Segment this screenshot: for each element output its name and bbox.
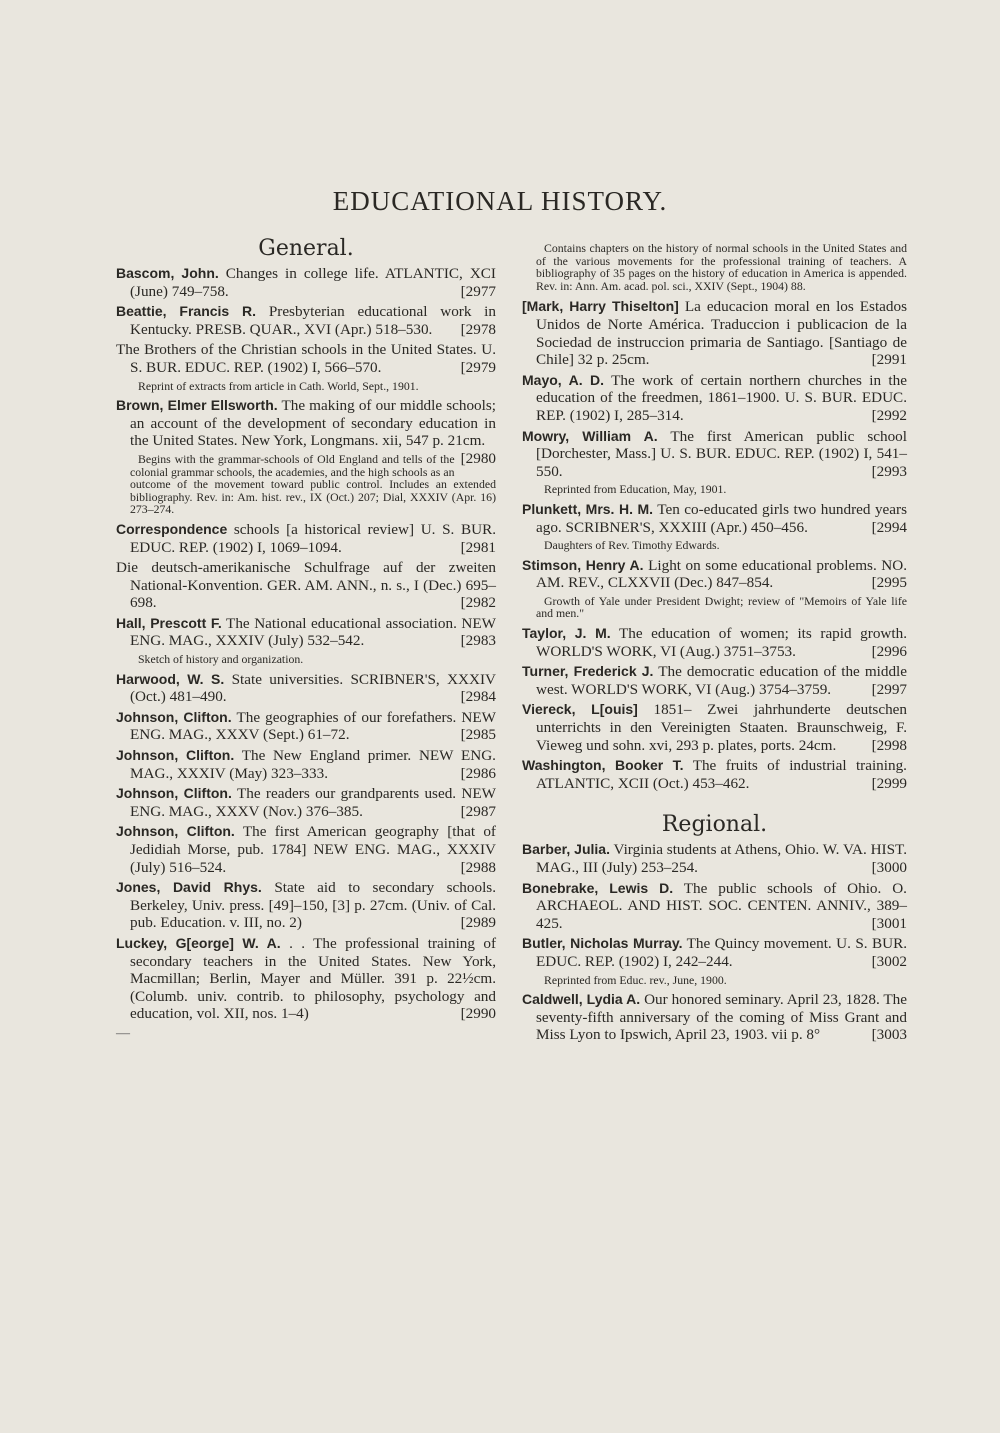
bibliography-entry (116, 265, 496, 300)
entry-text: Virginia students at Athens, Ohio. W. VA. HIST. MAG., III (July) 253–254. (536, 841, 908, 876)
entry-number: [ 2990 (455, 1005, 496, 1023)
entry-author: Plunkett, Mrs. H. M. (522, 500, 654, 517)
entry-number: [ 2984 (455, 688, 496, 706)
bibliography-entry (522, 298, 907, 368)
entry-text: The National educational association. NEW ENG. MAG., XXXIV (July) 532–542. (130, 614, 496, 650)
entry-note: Reprinted from Education, May, 1901. (544, 482, 727, 497)
bibliography-entry (522, 757, 907, 792)
entry-number: [ 2979 (455, 359, 496, 377)
entry-number: [ 2985 (455, 726, 496, 744)
entry-number: [ 2986 (455, 765, 496, 783)
entry-author: Turner, Frederick J. (522, 663, 654, 680)
entry-text: State aid to secondary schools. Berkeley, Univ. press. [49]–150, [3] p. 27cm. (Univ. of Cal. pub. Education. v. III, no. 2) (130, 879, 496, 932)
entry-number: [ 2983 (455, 632, 496, 650)
entry-number: [ 2988 (455, 859, 496, 877)
continued-note: Contains chapters on the history of normal schools in the United States and of the various movements for the professional training of teachers. A bibliography of 35 pages on the history of education in America is appended. Rev. in: Ann. Am. acad. pol. sci., XXIV (Sept., 1904) 88. (536, 241, 907, 293)
bibliography-entry (522, 841, 907, 876)
bibliography-entry (116, 397, 496, 467)
bibliography-entry (522, 701, 907, 754)
entry-number: [ 2993 (866, 463, 907, 481)
entry-text: The fruits of industrial training. ATLANTIC, XCII (Oct.) 453–462. (536, 757, 907, 792)
entry-author: [Mark, Harry Thiselton] (522, 298, 679, 315)
bibliography-entry (116, 615, 496, 650)
regional-entries-list (522, 841, 907, 1044)
entry-text: The geographies of our forefathers. NEW ENG. MAG., XXXV (Sept.) 61–72. (130, 708, 496, 744)
entry-author: Barber, Julia. (522, 841, 610, 858)
entry-text: The public schools of Ohio. O. ARCHAEOL. AND HIST. SOC. CENTEN. ANNIV., 389–425. (536, 879, 907, 932)
entry-number: [ 2977 (455, 283, 496, 301)
entry-number: [ 2997 (866, 681, 907, 699)
entry-author: Beattie, Francis R. (116, 303, 257, 320)
entry-number: [ 2999 (866, 775, 907, 793)
entry-number: [ 2995 (866, 574, 907, 592)
entry-author: Johnson, Clifton. (116, 785, 232, 802)
entry-number: [ 2980 (455, 450, 496, 468)
entry-number: [ 2987 (455, 803, 496, 821)
entry-author: Correspondence (116, 520, 228, 537)
entry-text: Die deutsch-amerikanische Schulfrage auf der zweiten National-Konvention. GER. AM. ANN., n. s., I (Dec.) 695–698. (116, 559, 496, 612)
bibliography-entry (116, 879, 496, 932)
entry-author: Mowry, William A. (522, 427, 658, 444)
entry-text: The democratic education of the middle west. WORLD'S WORK, VI (Aug.) 3754–3759. (536, 663, 908, 698)
bibliography-entry (116, 303, 496, 338)
entry-author: Brown, Elmer Ellsworth. (116, 397, 278, 414)
entry-number: [ 2991 (866, 351, 907, 369)
bibliography-entry (522, 935, 907, 970)
entry-text: The work of certain northern churches in the education of the freedmen, 1861–1900. U. S. BUR. EDUC. REP. (1902) I, 285–314. (536, 371, 907, 424)
bibliography-entry (522, 991, 907, 1044)
entry-author: Hall, Prescott F. (116, 614, 222, 631)
entry-number: [ 2992 (866, 407, 907, 425)
bibliography-entry (522, 625, 907, 660)
bibliography-entry (116, 341, 496, 376)
bibliography-entry (116, 521, 496, 556)
general-entries-continued (522, 298, 907, 792)
bibliography-entry (522, 557, 907, 592)
bibliography-entry (116, 785, 496, 820)
bibliography-entry (116, 709, 496, 744)
entry-author: Caldwell, Lydia A. (522, 991, 641, 1008)
entry-author: Johnson, Clifton. (116, 747, 235, 764)
bibliography-entry (116, 935, 496, 1023)
bottom-dash: — (116, 1025, 130, 1041)
entry-number: [ 2982 (455, 594, 496, 612)
entry-text: 1851– Zwei jahrhunderte deutschen unterrichts in den Vereinigten Staaten. Braunschweig, F. Vieweg und sohn. xvi, 293 p. plates, ports. 24cm. (536, 701, 907, 754)
entry-author: Butler, Nicholas Murray. (522, 935, 683, 952)
entry-note: Reprint of extracts from article in Cath. World, Sept., 1901. (138, 378, 419, 393)
entry-number: [ 2989 (455, 914, 496, 932)
entry-text: The Brothers of the Christian schools in the United States. U. S. BUR. EDUC. REP. (1902) I, 566–570. (116, 341, 496, 376)
entry-text: . . The professional training of secondary teachers in the United States. New York, Macmillan; Berlin, Mayer and Müller. 391 p. 22½cm. (Columb. univ. contrib. to philosophy, psychology and education, vol. XII, nos. 1–4) (130, 934, 497, 1023)
entry-note: Sketch of history and organization. (138, 652, 304, 667)
entry-author: Stimson, Henry A. (522, 556, 644, 573)
bibliography-entry (116, 823, 496, 876)
entry-note: Daughters of Rev. Timothy Edwards. (544, 538, 720, 553)
left-column (116, 236, 496, 1042)
bibliography-entry (522, 372, 907, 425)
entry-note: Growth of Yale under President Dwight; review of "Memoirs of Yale life and men." (536, 593, 907, 621)
bibliography-entry (522, 501, 907, 536)
entry-number: [ 3002 (866, 953, 907, 971)
entry-text: State universities. SCRIBNER'S, XXXIV (Oct.) 481–490. (130, 670, 497, 706)
entry-text: The Quincy movement. U. S. BUR. EDUC. REP. (1902) I, 242–244. (536, 935, 908, 970)
entry-text: Light on some educational problems. NO. AM. REV., CLXXVII (Dec.) 847–854. (536, 556, 908, 592)
entry-number: [ 2998 (866, 737, 907, 755)
section-heading-general: General. (258, 236, 354, 261)
entry-text: The readers our grandparents used. NEW ENG. MAG., XXXV (Nov.) 376–385. (130, 785, 497, 820)
bibliography-entry (522, 663, 907, 698)
entry-author: Johnson, Clifton. (116, 708, 232, 725)
entry-author: Bonebrake, Lewis D. (522, 879, 674, 896)
page-title: EDUCATIONAL HISTORY. (332, 186, 668, 216)
entry-text: Presbyterian educational work in Kentucky. PRESB. QUAR., XVI (Apr.) 518–530. (130, 303, 496, 338)
entry-author: Mayo, A. D. (522, 371, 605, 388)
entry-note: Reprinted from Educ. rev., June, 1900. (544, 972, 727, 987)
bibliography-entry (116, 671, 496, 706)
bibliography-entry (116, 559, 496, 612)
entry-text: Ten co-educated girls two hundred years ago. SCRIBNER'S, XXXIII (Apr.) 450–456. (536, 500, 907, 536)
entry-number: [ 3001 (866, 915, 907, 933)
general-entries-list (116, 265, 496, 1023)
entry-author: Harwood, W. S. (116, 670, 225, 687)
entry-author: Luckey, G[eorge] W. A. (116, 934, 281, 951)
entry-number: [ 2981 (455, 539, 496, 557)
entry-author: Bascom, John. (116, 265, 219, 281)
section-heading-regional: Regional. (661, 812, 768, 838)
entry-number: [ 2996 (866, 643, 907, 661)
entry-number: [ 2994 (866, 519, 907, 537)
entry-text: La educacion moral en los Estados Unidos de Norte América. Traduccion i publicacion de la Sociedad de instruccion primaria de Santiago. [Santiago de Chile] 32 p. 25cm. (536, 298, 908, 369)
entry-author: Taylor, J. M. (522, 625, 611, 642)
entry-author: Viereck, L[ouis] (522, 701, 638, 718)
entry-text: The New England primer. NEW ENG. MAG., XXXIV (May) 323–333. (130, 747, 496, 782)
entry-author: Jones, David Rhys. (116, 879, 262, 896)
entry-text: The first American geography [that of Jedidiah Morse, pub. 1784] NEW ENG. MAG., XXXIV (July) 516–524. (130, 823, 496, 876)
right-column (522, 236, 907, 1047)
entry-number: [ 2978 (455, 321, 496, 339)
entry-text: schools [a historical review] U. S. BUR. EDUC. REP. (1902) I, 1069–1094. (130, 520, 496, 556)
entry-number: [ 3003 (866, 1026, 907, 1044)
bibliography-entry (522, 880, 907, 933)
bibliography-entry (116, 747, 496, 782)
entry-author: Washington, Booker T. (522, 757, 684, 774)
entry-text: The education of women; its rapid growth. WORLD'S WORK, VI (Aug.) 3751–3753. (536, 625, 907, 660)
entry-author: Johnson, Clifton. (116, 823, 235, 840)
entry-text: Changes in college life. ATLANTIC, XCI (June) 749–758. (130, 265, 496, 300)
bibliography-entry (522, 428, 907, 481)
entry-text: The first American public school [Dorchester, Mass.] U. S. BUR. EDUC. REP. (1902) I, 541–550. (536, 427, 907, 480)
entry-text: Our honored seminary. April 23, 1828. The seventy-fifth anniversary of the coming of Miss Grant and Miss Lyon to Ipswich, April 23, 1903. vii p. 8° (536, 991, 907, 1044)
entry-note: Begins with the grammar-schools of Old England and tells of the colonial grammar schools, the academies, and the high schools as an outcome of the movement toward public control. Includes an extended bibliography. Rev. in: Am. hist. rev., IX (Oct.) 207; Dial, XXXIV (Apr. 16) 273–274. (130, 451, 496, 517)
entry-number: [ 3000 (866, 859, 907, 877)
entry-text: The making of our middle schools; an account of the development of secondary education in the United States. New York, Longmans. xii, 547 p. 21cm. (130, 397, 496, 450)
